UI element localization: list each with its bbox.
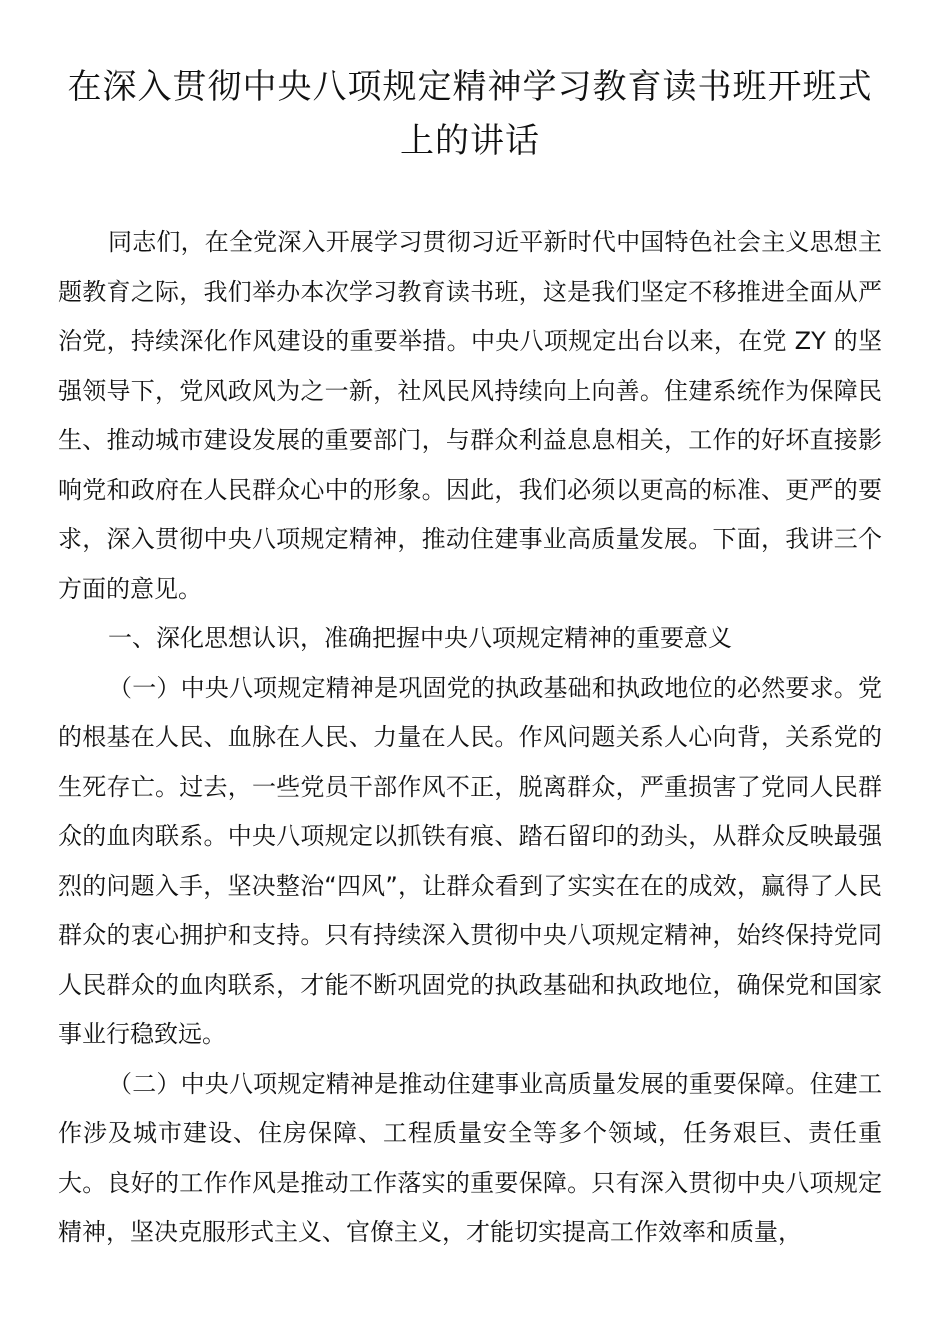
document-title: 在深入贯彻中央八项规定精神学习教育读书班开班式上的讲话 bbox=[67, 67, 873, 161]
section-heading-1: 一、深化思想认识，准确把握中央八项规定精神的重要意义 bbox=[108, 624, 732, 652]
subsection-paragraph-1: （一）中央八项规定精神是巩固党的执政基础和执政地位的必然要求。党的根基在人民、血脉在人民、力量在人民。作风问题关系人心向背，关系党的生死存亡。过去，一些党员干部作风不正，脱离群众，严重损害了党同人民群众的血肉联系。中央八项规定以抓铁有痕、踏石留印的劲头，从群众反映最强烈的问题入手，坚决整治“四风”，让群众看到了实实在在的成效，赢得了人民群众的衷心拥护和支持。只有持续深入贯彻中央八项规定精神，始终保持党同人民群众的血肉联系，才能不断巩固党的执政基础和执政地位，确保党和国家事业行稳致远。 bbox=[58, 673, 882, 1048]
opening-paragraph: 同志们，在全党深入开展学习贯彻习近平新时代中国特色社会主义思想主题教育之际，我们举办本次学习教育读书班，这是我们坚定不移推进全面从严治党，持续深化作风建设的重要举措。中央八项规定出台以来，在党 ZY 的坚强领导下，党风政风为之一新，社风民风持续向上向善。住建系统作为保障民生、推动城市建设发展的重要部门，与群众利益息息相关，工作的好坏直接影响党和政府在人民群众心中的形象。因此，我们必须以更高的标准、更严的要求，深入贯彻中央八项规定精神，推动住建事业高质量发展。下面，我讲三个方面的意见。 bbox=[58, 228, 882, 603]
subsection-paragraph-2: （二）中央八项规定精神是推动住建事业高质量发展的重要保障。住建工作涉及城市建设、住房保障、工程质量安全等多个领域，任务艰巨、责任重大。良好的工作作风是推动工作落实的重要保障。只有深入贯彻中央八项规定精神，坚决克服形式主义、官僚主义，才能切实提高工作效率和质量， bbox=[58, 1069, 882, 1246]
document-page bbox=[58, 60, 882, 1258]
